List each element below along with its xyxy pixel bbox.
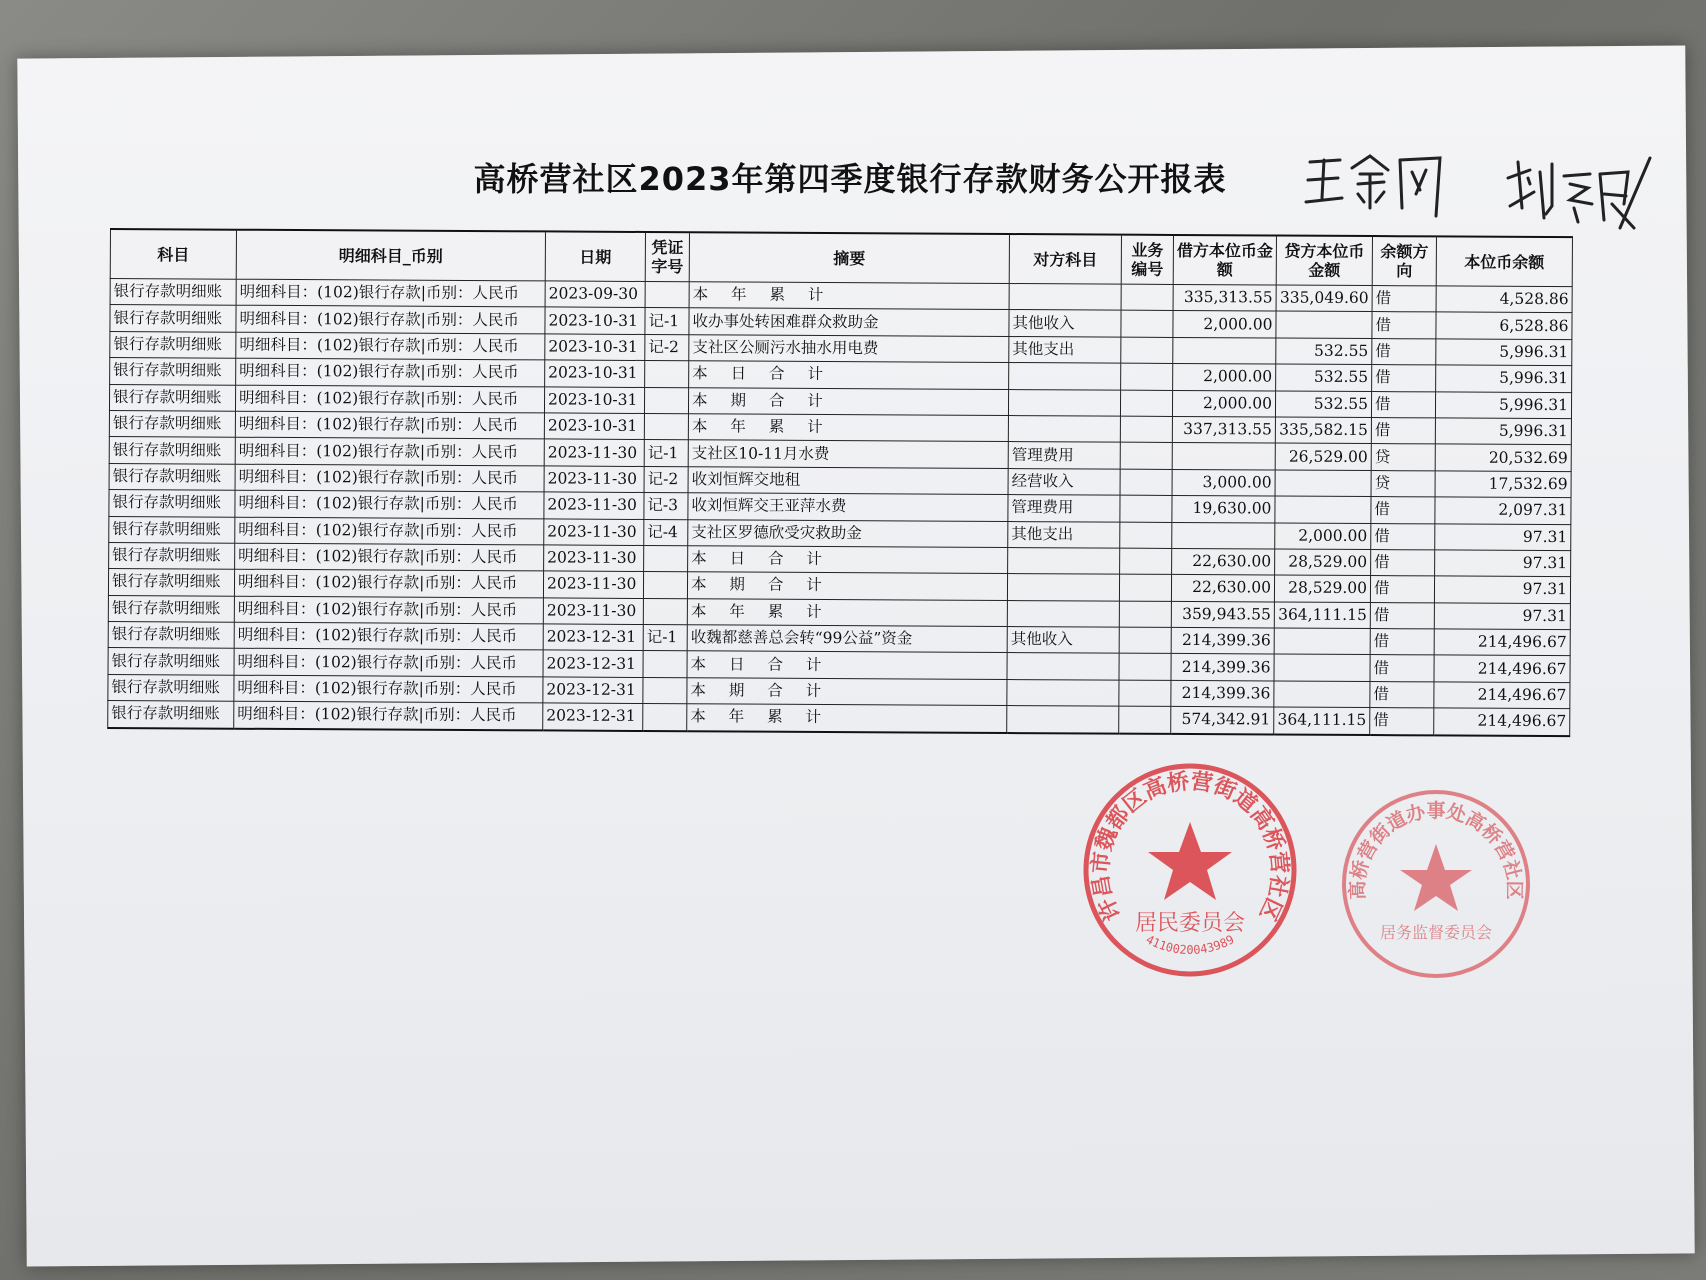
cell-biz-no <box>1119 706 1171 733</box>
cell-voucher: 记-1 <box>644 440 688 467</box>
cell-direction: 借 <box>1371 418 1435 445</box>
cell-credit <box>1274 654 1370 681</box>
cell-counter-account: 其他收入 <box>1009 310 1121 337</box>
cell-voucher <box>645 361 689 388</box>
cell-summary: 本 年 累 计 <box>688 414 1008 442</box>
cell-counter-account <box>1009 284 1121 311</box>
table-header-row <box>110 229 1572 287</box>
cell-summary: 本 日 合 计 <box>689 361 1009 389</box>
cell-direction: 借 <box>1370 681 1434 708</box>
cell-direction: 借 <box>1371 497 1435 524</box>
cell-summary: 收刘恒辉交王亚萍水费 <box>688 493 1008 521</box>
cell-summary: 支社区10-11月水费 <box>688 440 1008 468</box>
cell-date: 2023-09-30 <box>545 281 645 308</box>
cell-biz-no <box>1119 574 1171 601</box>
cell-counter-account: 其他收入 <box>1007 627 1119 654</box>
cell-direction: 借 <box>1370 708 1434 735</box>
cell-date: 2023-11-30 <box>544 466 644 493</box>
cell-subject: 银行存款明细账 <box>108 569 234 596</box>
svg-text:居民委员会: 居民委员会 <box>1134 911 1246 936</box>
cell-summary: 收办事处转困难群众救助金 <box>689 308 1009 336</box>
cell-summary: 本 年 累 计 <box>687 598 1007 626</box>
cell-biz-no <box>1120 416 1172 443</box>
cell-summary: 本 期 合 计 <box>688 387 1008 415</box>
cell-detail: 明细科目：(102)银行存款|币别：人民币 <box>234 649 543 677</box>
cell-detail: 明细科目：(102)银行存款|币别：人民币 <box>235 385 544 413</box>
cell-biz-no <box>1120 390 1172 417</box>
cell-biz-no <box>1121 311 1173 338</box>
cell-date: 2023-10-31 <box>544 386 644 413</box>
cell-counter-account <box>1008 547 1120 574</box>
cell-voucher: 记-2 <box>644 466 688 493</box>
cell-direction: 贷 <box>1371 470 1435 497</box>
cell-detail: 明细科目：(102)银行存款|币别：人民币 <box>235 464 544 492</box>
cell-voucher: 记-2 <box>645 334 689 361</box>
cell-credit: 532.55 <box>1276 338 1372 365</box>
cell-voucher: 记-1 <box>645 308 689 335</box>
cell-debit: 3,000.00 <box>1172 469 1275 496</box>
cell-counter-account <box>1007 706 1119 734</box>
cell-detail: 明细科目：(102)银行存款|币别：人民币 <box>234 569 543 597</box>
cell-counter-account <box>1007 600 1119 627</box>
cell-balance: 97.31 <box>1434 576 1570 603</box>
cell-biz-no <box>1121 363 1173 390</box>
cell-biz-no <box>1120 522 1172 549</box>
cell-subject: 银行存款明细账 <box>110 279 236 306</box>
cell-biz-no <box>1119 601 1171 628</box>
cell-summary: 本 日 合 计 <box>687 651 1007 679</box>
cell-voucher <box>644 413 688 440</box>
cell-credit: 532.55 <box>1276 364 1372 391</box>
cell-direction: 贷 <box>1371 444 1435 471</box>
cell-subject: 银行存款明细账 <box>109 463 235 490</box>
cell-direction: 借 <box>1370 629 1434 656</box>
cell-biz-no <box>1120 495 1172 522</box>
cell-date: 2023-12-31 <box>543 650 643 677</box>
cell-counter-account <box>1007 679 1119 706</box>
cell-credit: 28,529.00 <box>1274 575 1370 602</box>
cell-voucher: 记-1 <box>643 625 687 652</box>
cell-subject: 银行存款明细账 <box>108 622 234 649</box>
cell-balance: 20,532.69 <box>1435 444 1571 471</box>
cell-credit: 532.55 <box>1275 391 1371 418</box>
cell-balance: 214,496.67 <box>1434 629 1570 656</box>
cell-counter-account: 管理费用 <box>1008 442 1120 469</box>
cell-credit: 28,529.00 <box>1275 549 1371 576</box>
cell-date: 2023-10-31 <box>545 360 645 387</box>
cell-direction: 借 <box>1370 576 1434 603</box>
cell-subject: 银行存款明细账 <box>109 410 235 437</box>
cell-date: 2023-12-31 <box>543 677 643 704</box>
cell-voucher <box>643 572 687 599</box>
col-header-subject: 科目 <box>110 229 236 279</box>
cell-debit: 337,313.55 <box>1172 416 1275 443</box>
page-title: 高桥营社区2023年第四季度银行存款财务公开报表 <box>473 160 1227 198</box>
cell-balance: 214,496.67 <box>1434 655 1570 682</box>
cell-debit: 2,000.00 <box>1172 390 1275 417</box>
cell-summary: 支社区公厕污水抽水用电费 <box>689 335 1009 363</box>
cell-direction: 借 <box>1371 391 1435 418</box>
cell-summary: 本 年 累 计 <box>689 282 1009 310</box>
cell-balance: 5,996.31 <box>1436 339 1572 366</box>
handwritten-signature-1 <box>1300 150 1450 220</box>
cell-detail: 明细科目：(102)银行存款|币别：人民币 <box>234 701 543 730</box>
supervisory-committee-seal <box>1338 786 1534 982</box>
cell-subject: 银行存款明细账 <box>110 331 236 358</box>
cell-biz-no <box>1119 627 1171 654</box>
cell-detail: 明细科目：(102)银行存款|币别：人民币 <box>235 517 544 545</box>
cell-credit: 364,111.15 <box>1274 602 1370 629</box>
cell-detail: 明细科目：(102)银行存款|币别：人民币 <box>236 332 545 360</box>
cell-voucher <box>645 281 689 308</box>
cell-debit: 359,943.55 <box>1171 601 1274 628</box>
cell-voucher <box>643 651 687 678</box>
cell-debit: 2,000.00 <box>1173 364 1276 391</box>
col-header-detail: 明细科目_币别 <box>236 230 545 281</box>
cell-date: 2023-11-30 <box>544 439 644 466</box>
cell-biz-no <box>1120 548 1172 575</box>
cell-biz-no <box>1119 680 1171 707</box>
cell-credit <box>1274 681 1370 708</box>
cell-credit: 26,529.00 <box>1275 443 1371 470</box>
svg-text:高桥营街道办事处高桥营社区: 高桥营街道办事处高桥营社区 <box>1346 800 1526 900</box>
col-header-date: 日期 <box>545 231 645 281</box>
cell-balance: 5,996.31 <box>1435 391 1571 418</box>
cell-direction: 借 <box>1372 338 1436 365</box>
cell-voucher <box>643 677 687 704</box>
cell-subject: 银行存款明细账 <box>109 437 235 464</box>
cell-counter-account: 经营收入 <box>1008 468 1120 495</box>
cell-summary: 收魏都慈善总会转“99公益”资金 <box>687 625 1007 653</box>
cell-counter-account: 其他支出 <box>1009 336 1121 363</box>
cell-date: 2023-11-30 <box>544 492 644 519</box>
cell-summary: 收刘恒辉交地租 <box>688 466 1008 494</box>
cell-subject: 银行存款明细账 <box>108 595 234 622</box>
cell-direction: 借 <box>1371 549 1435 576</box>
cell-balance: 2,097.31 <box>1435 497 1571 524</box>
col-header-counter-account: 对方科目 <box>1009 234 1121 284</box>
cell-debit <box>1173 337 1276 364</box>
cell-debit: 214,399.36 <box>1171 628 1274 655</box>
col-header-debit: 借方本位币金额 <box>1173 235 1276 285</box>
cell-subject: 银行存款明细账 <box>108 674 234 701</box>
cell-summary: 本 年 累 计 <box>687 704 1007 733</box>
cell-balance: 4,528.86 <box>1436 286 1572 313</box>
svg-text:4110020043989: 4110020043989 <box>1143 932 1237 957</box>
cell-direction: 借 <box>1370 602 1434 629</box>
cell-credit <box>1276 311 1372 338</box>
cell-credit <box>1275 470 1371 497</box>
cell-counter-account <box>1007 653 1119 680</box>
cell-subject: 银行存款明细账 <box>108 701 234 729</box>
cell-date: 2023-10-31 <box>544 413 644 440</box>
cell-credit: 335,049.60 <box>1276 285 1372 312</box>
cell-date: 2023-11-30 <box>543 598 643 625</box>
cell-detail: 明细科目：(102)银行存款|币别：人民币 <box>236 279 545 307</box>
cell-direction: 借 <box>1372 286 1436 313</box>
col-header-balance: 本位币余额 <box>1436 236 1572 286</box>
cell-biz-no <box>1119 654 1171 681</box>
cell-subject: 银行存款明细账 <box>109 384 235 411</box>
cell-biz-no <box>1120 469 1172 496</box>
cell-detail: 明细科目：(102)银行存款|币别：人民币 <box>234 596 543 624</box>
cell-debit <box>1172 522 1275 549</box>
cell-summary: 本 期 合 计 <box>687 678 1007 706</box>
cell-detail: 明细科目：(102)银行存款|币别：人民币 <box>234 675 543 703</box>
col-header-voucher: 凭证字号 <box>645 232 689 282</box>
cell-debit <box>1172 443 1275 470</box>
cell-detail: 明细科目：(102)银行存款|币别：人民币 <box>236 306 545 334</box>
cell-date: 2023-10-31 <box>545 334 645 361</box>
cell-date: 2023-12-31 <box>543 624 643 651</box>
cell-voucher: 记-4 <box>644 519 688 546</box>
cell-debit: 574,342.91 <box>1171 707 1274 734</box>
cell-voucher: 记-3 <box>644 493 688 520</box>
cell-credit: 335,582.15 <box>1275 417 1371 444</box>
svg-text:许昌市魏都区高桥营街道高桥营社区: 许昌市魏都区高桥营街道高桥营社区 <box>1088 769 1292 925</box>
col-header-summary: 摘要 <box>689 232 1009 283</box>
cell-debit: 214,399.36 <box>1171 680 1274 707</box>
cell-direction: 借 <box>1372 365 1436 392</box>
cell-date: 2023-11-30 <box>544 545 644 572</box>
cell-balance: 6,528.86 <box>1436 312 1572 339</box>
cell-subject: 银行存款明细账 <box>109 490 235 517</box>
cell-detail: 明细科目：(102)银行存款|币别：人民币 <box>235 411 544 439</box>
cell-subject: 银行存款明细账 <box>110 305 236 332</box>
cell-balance: 97.31 <box>1435 550 1571 577</box>
cell-balance: 5,996.31 <box>1435 418 1571 445</box>
cell-date: 2023-11-30 <box>543 571 643 598</box>
cell-date: 2023-12-31 <box>543 703 643 730</box>
cell-summary: 本 日 合 计 <box>688 546 1008 574</box>
cell-counter-account <box>1008 389 1120 416</box>
cell-counter-account <box>1009 363 1121 390</box>
cell-detail: 明细科目：(102)银行存款|币别：人民币 <box>235 490 544 518</box>
cell-debit: 22,630.00 <box>1172 548 1275 575</box>
cell-balance: 97.31 <box>1434 603 1570 630</box>
cell-debit: 19,630.00 <box>1172 496 1275 523</box>
cell-debit: 22,630.00 <box>1171 575 1274 602</box>
cell-summary: 本 期 合 计 <box>687 572 1007 600</box>
cell-detail: 明细科目：(102)银行存款|币别：人民币 <box>235 543 544 571</box>
cell-credit: 364,111.15 <box>1274 707 1370 734</box>
col-header-biz-no: 业务编号 <box>1121 235 1173 285</box>
cell-voucher <box>644 387 688 414</box>
cell-subject: 银行存款明细账 <box>110 358 236 385</box>
cell-balance: 17,532.69 <box>1435 471 1571 498</box>
cell-voucher <box>643 598 687 625</box>
cell-detail: 明细科目：(102)银行存款|币别：人民币 <box>235 438 544 466</box>
cell-direction: 借 <box>1370 655 1434 682</box>
cell-debit: 214,399.36 <box>1171 654 1274 681</box>
cell-counter-account <box>1008 415 1120 442</box>
cell-summary: 支社区罗德欣受灾救助金 <box>688 519 1008 547</box>
cell-detail: 明细科目：(102)银行存款|币别：人民币 <box>234 622 543 650</box>
cell-subject: 银行存款明细账 <box>108 648 234 675</box>
col-header-credit: 贷方本位币金额 <box>1276 236 1372 286</box>
cell-date: 2023-11-30 <box>544 518 644 545</box>
cell-balance: 5,996.31 <box>1436 365 1572 392</box>
ledger-table <box>107 228 1573 737</box>
cell-voucher <box>644 545 688 572</box>
col-header-direction: 余额方向 <box>1372 236 1436 286</box>
cell-credit: 2,000.00 <box>1275 523 1371 550</box>
cell-counter-account <box>1007 574 1119 601</box>
cell-counter-account: 管理费用 <box>1008 495 1120 522</box>
cell-direction: 借 <box>1371 523 1435 550</box>
cell-subject: 银行存款明细账 <box>109 516 235 543</box>
residents-committee-seal <box>1080 760 1300 980</box>
svg-text:居务监督委员会: 居务监督委员会 <box>1379 923 1493 942</box>
cell-credit <box>1275 496 1371 523</box>
cell-balance: 97.31 <box>1435 523 1571 550</box>
cell-counter-account: 其他支出 <box>1008 521 1120 548</box>
cell-balance: 214,496.67 <box>1434 682 1570 709</box>
cell-detail: 明细科目：(102)银行存款|币别：人民币 <box>236 358 545 386</box>
cell-biz-no <box>1120 442 1172 469</box>
cell-biz-no <box>1121 284 1173 311</box>
cell-date: 2023-10-31 <box>545 307 645 334</box>
cell-biz-no <box>1121 337 1173 364</box>
cell-voucher <box>643 704 687 731</box>
handwritten-signature-2 <box>1500 148 1670 238</box>
cell-debit: 335,313.55 <box>1173 284 1276 311</box>
cell-credit <box>1274 628 1370 655</box>
cell-subject: 银行存款明细账 <box>109 542 235 569</box>
cell-direction: 借 <box>1372 312 1436 339</box>
cell-balance: 214,496.67 <box>1434 708 1570 736</box>
ledger-body <box>108 279 1572 736</box>
cell-debit: 2,000.00 <box>1173 311 1276 338</box>
